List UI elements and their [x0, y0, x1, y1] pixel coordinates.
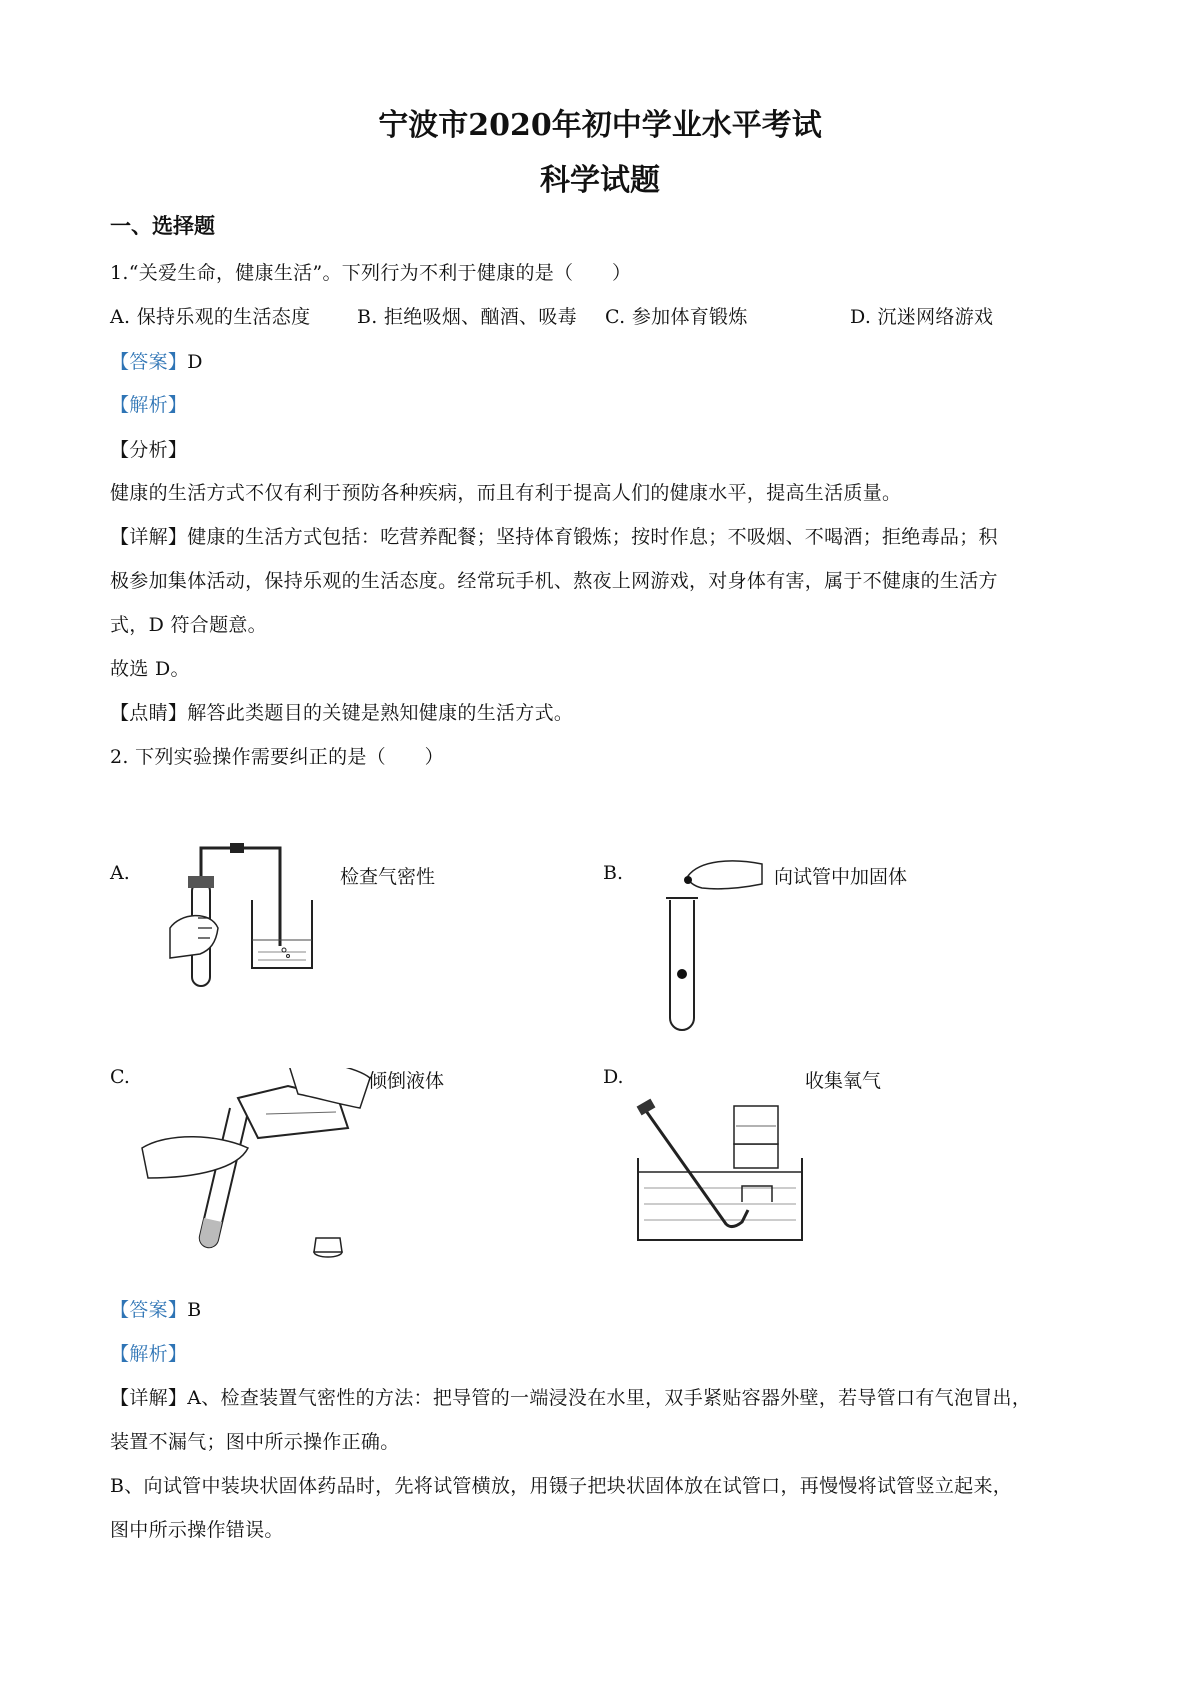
answer-tag: 【答案】: [110, 1299, 188, 1321]
q1-answer: [110, 347, 203, 374]
q1-fenxi-tag: 【分析】: [110, 439, 188, 461]
figure-d-letter: D.: [603, 1066, 624, 1088]
answer-value: D: [187, 351, 203, 373]
add-solid-figure: [650, 858, 770, 1038]
figure-a-caption: 检查气密性: [340, 866, 436, 888]
q1-tip: 【点睛】解答此类题目的关键是熟知健康的生活方式。: [110, 702, 574, 724]
answer-tag: 【答案】: [110, 351, 188, 373]
q2-analysis-tag: 【解析】: [110, 1343, 188, 1365]
q2-detail-a-line-2: 装置不漏气；图中所示操作正确。: [110, 1431, 400, 1453]
q1-detail-line-1: 【详解】健康的生活方式包括：吃营养配餐；坚持体育锻炼；按时作息；不吸烟、不喝酒；拒绝毒品；积: [110, 526, 998, 548]
q1-choose: 故选 D。: [110, 658, 190, 680]
q2-detail-b-line-2: 图中所示操作错误。: [110, 1519, 284, 1541]
answer-value: B: [187, 1299, 202, 1321]
section-heading: 一、选择题: [110, 213, 215, 238]
figure-a-letter: A.: [110, 862, 130, 884]
q2-answer: [110, 1295, 201, 1322]
airtightness-check-figure: [140, 818, 330, 1018]
collect-oxygen-figure: [630, 1098, 810, 1248]
q1-analysis-tag: 【解析】: [110, 394, 188, 416]
pour-liquid-figure: [138, 1068, 378, 1268]
q1-detail-line-3: 式，D 符合题意。: [110, 614, 267, 636]
q2-detail-a-line-1: 【详解】A、检查装置气密性的方法：把导管的一端浸没在水里，双手紧贴容器外壁，若导管口有气泡冒出，: [110, 1387, 1032, 1409]
page-subtitle: 科学试题: [540, 163, 660, 198]
q1-detail-line-2: 极参加集体活动，保持乐观的生活态度。经常玩手机、熬夜上网游戏，对身体有害，属于不健康的生活方: [110, 570, 998, 592]
q2-stem: 2. 下列实验操作需要纠正的是（ ）: [110, 746, 444, 768]
q1-option-b: B. 拒绝吸烟、酗酒、吸毒: [357, 306, 577, 328]
page-title: 宁波市2020年初中学业水平考试: [378, 108, 822, 143]
figure-b-caption: 向试管中加固体: [774, 866, 908, 888]
figure-d-caption: 收集氧气: [805, 1070, 882, 1092]
q1-stem: 1.“关爱生命，健康生活”。下列行为不利于健康的是（ ）: [110, 262, 632, 284]
q2-detail-b-line-1: B、向试管中装块状固体药品时，先将试管横放，用镊子把块状固体放在试管口，再慢慢将试管竖立起来，: [110, 1475, 1013, 1497]
q1-fenxi-text: 健康的生活方式不仅有利于预防各种疾病，而且有利于提高人们的健康水平，提高生活质量。: [110, 482, 902, 504]
figure-b-letter: B.: [603, 862, 624, 884]
q1-option-d: D. 沉迷网络游戏: [850, 306, 994, 328]
q1-option-a: A. 保持乐观的生活态度: [110, 306, 311, 328]
q1-option-c: C. 参加体育锻炼: [605, 306, 748, 328]
figure-c-letter: C.: [110, 1066, 130, 1088]
figure-c-caption: 倾倒液体: [368, 1070, 445, 1092]
